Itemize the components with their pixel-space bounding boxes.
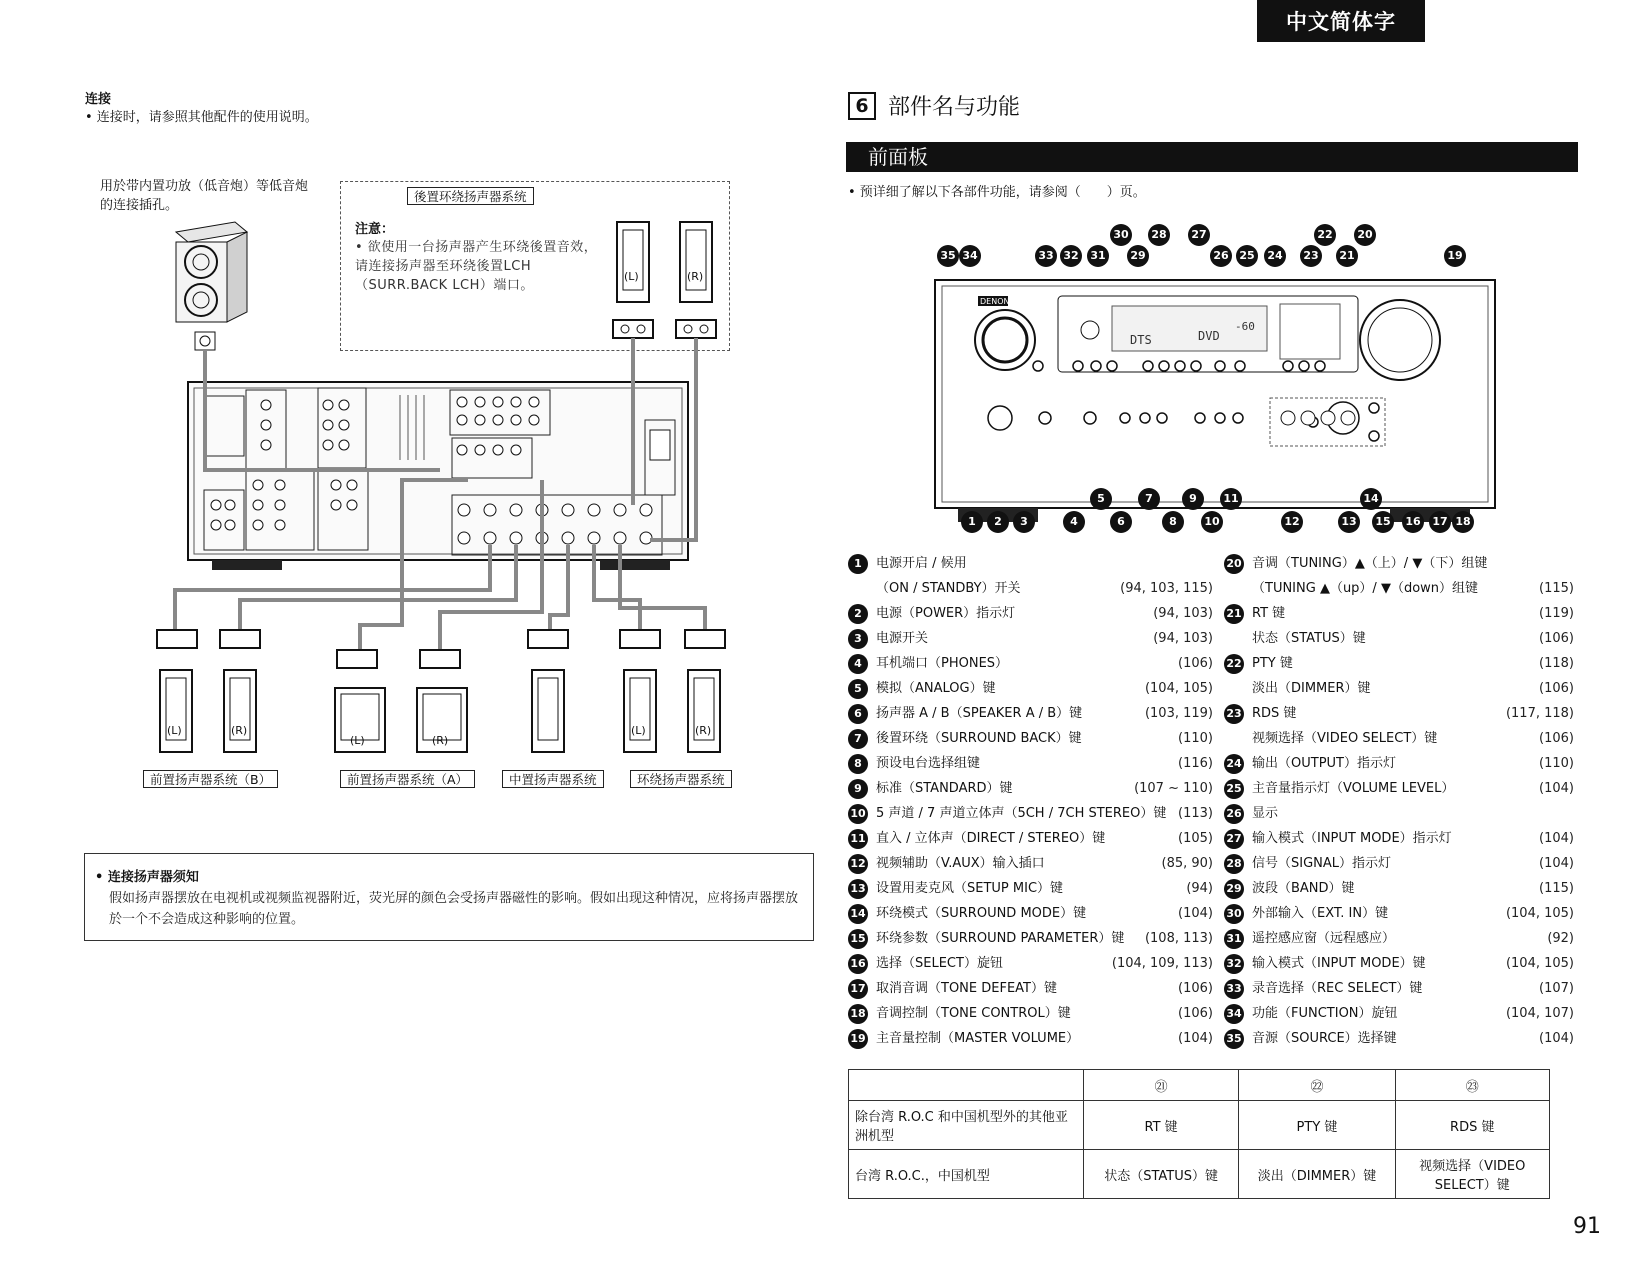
front-a-group-label: 前置扬声器系统（A）	[340, 770, 475, 788]
front-a-left-label: (L)	[350, 734, 365, 747]
item-number-icon: 5	[848, 679, 868, 699]
item-text: 扬声器 A / B（SPEAKER A / B）键	[876, 706, 1083, 721]
item-pages: (107 ~ 110)	[1134, 781, 1213, 796]
receiver-rear-icon	[188, 382, 688, 570]
item-text: 环绕参数（SURROUND PARAMETER）键	[876, 931, 1125, 946]
list-item	[1224, 879, 1574, 899]
table-cell: RT 键	[1083, 1101, 1239, 1150]
item-text: 功能（FUNCTION）旋钮	[1252, 1006, 1398, 1021]
surround-back-note-title: 注意：	[355, 222, 395, 237]
intro-text: • 预详细了解以下各部件功能，请参阅（ ）页。	[848, 185, 1146, 200]
item-number-icon: 30	[1224, 904, 1244, 924]
list-item	[848, 779, 1213, 799]
item-pages: (119)	[1539, 606, 1574, 621]
list-item	[848, 879, 1213, 899]
item-number-icon: 17	[848, 979, 868, 999]
item-number-icon: 2	[848, 604, 868, 624]
front-a-right-label: (R)	[432, 734, 449, 747]
table-header-cell	[849, 1070, 1084, 1101]
item-text: 设置用麦克风（SETUP MIC）键	[876, 881, 1064, 896]
item-number-icon: 7	[848, 729, 868, 749]
item-number-icon: 3	[848, 629, 868, 649]
item-number-icon: 35	[1224, 1029, 1244, 1049]
item-text: 信号（SIGNAL）指示灯	[1252, 856, 1392, 871]
item-number-icon: 12	[848, 854, 868, 874]
item-pages: (118)	[1539, 656, 1574, 671]
item-text: 视频辅助（V.AUX）输入插口	[876, 856, 1045, 871]
item-number-icon: 23	[1224, 704, 1244, 724]
subsection-bar: 前面板	[846, 142, 1578, 172]
item-pages: (94, 103)	[1153, 606, 1213, 621]
list-item	[1224, 554, 1574, 574]
list-item	[848, 729, 1213, 749]
item-text: （ON / STANDBY）开关	[876, 581, 1021, 596]
item-pages: (104)	[1539, 1031, 1574, 1046]
brand-logo: DENON	[980, 297, 1010, 306]
item-number-icon: 26	[1224, 804, 1244, 824]
item-pages: (104)	[1539, 781, 1574, 796]
list-item	[1224, 954, 1574, 974]
table-header-cell: ㉒	[1239, 1070, 1395, 1101]
front-b-right-label: (R)	[231, 724, 248, 737]
speaker-notice-box	[84, 853, 814, 941]
list-item	[848, 579, 1213, 599]
item-text: 波段（BAND）键	[1252, 881, 1355, 896]
item-number-icon: 9	[848, 779, 868, 799]
item-number-icon: 13	[848, 879, 868, 899]
callout-11: 11	[1220, 488, 1242, 510]
item-number-icon: 25	[1224, 779, 1244, 799]
model-table	[848, 1069, 1550, 1199]
center-group-label: 中置扬声器系统	[502, 770, 604, 788]
item-text: 电源（POWER）指示灯	[876, 606, 1016, 621]
item-text: 音调（TUNING）▲（上）/ ▼（下）组键	[1252, 556, 1488, 571]
callout-3: 3	[1013, 511, 1035, 533]
item-text: 耳机端口（PHONES）	[876, 656, 1009, 671]
item-number-icon: 16	[848, 954, 868, 974]
list-item	[848, 804, 1213, 824]
item-text: RT 键	[1252, 606, 1286, 621]
item-pages: (110)	[1178, 731, 1213, 746]
list-item	[848, 1029, 1213, 1049]
list-item	[848, 679, 1213, 699]
item-text: 录音选择（REC SELECT）键	[1252, 981, 1423, 996]
list-item	[1224, 604, 1574, 624]
list-item	[1224, 804, 1574, 824]
table-cell: PTY 键	[1239, 1101, 1395, 1150]
item-pages: (92)	[1547, 931, 1574, 946]
list-item	[848, 979, 1213, 999]
callout-34: 34	[959, 245, 981, 267]
item-number-icon: 8	[848, 754, 868, 774]
front-b-left-label: (L)	[167, 724, 182, 737]
item-pages: (105)	[1178, 831, 1213, 846]
table-cell: RDS 键	[1395, 1101, 1549, 1150]
callout-19: 19	[1444, 245, 1466, 267]
callout-8: 8	[1162, 511, 1184, 533]
item-pages: (110)	[1539, 756, 1574, 771]
surround-back-title: 後置环绕扬声器系统	[407, 187, 534, 205]
item-number-icon: 14	[848, 904, 868, 924]
table-cell: 状态（STATUS）键	[1083, 1150, 1239, 1199]
item-pages: (106)	[1178, 981, 1213, 996]
callout-10: 10	[1201, 511, 1223, 533]
item-number-icon: 32	[1224, 954, 1244, 974]
item-text: 环绕模式（SURROUND MODE）键	[876, 906, 1087, 921]
connection-title: 连接	[85, 92, 112, 107]
list-item	[848, 829, 1213, 849]
language-tab: 中文简体字	[1257, 0, 1425, 42]
item-text: RDS 键	[1252, 706, 1297, 721]
subwoofer-note: 用於带内置功放（低音炮）等低音炮的连接插孔。	[100, 179, 309, 213]
item-text: 预设电台选择组键	[876, 756, 981, 771]
item-pages: (94)	[1186, 881, 1213, 896]
item-number-icon: 28	[1224, 854, 1244, 874]
item-text: 状态（STATUS）键	[1252, 631, 1366, 646]
list-item	[1224, 654, 1574, 674]
item-pages: (104)	[1539, 856, 1574, 871]
item-text: 遥控感应窗（远程感应）	[1252, 931, 1396, 946]
item-pages: (104, 107)	[1505, 1006, 1574, 1021]
section-title: 部件名与功能	[888, 95, 1021, 120]
table-header-row	[849, 1070, 1550, 1101]
item-pages: (106)	[1539, 731, 1574, 746]
item-text: （TUNING ▲（up）/ ▼（down）组键	[1252, 581, 1479, 596]
list-item	[848, 629, 1213, 649]
surround-back-note-text: • 欲使用一台扬声器产生环绕後置音效，请连接扬声器至环绕後置LCH（SURR.BACK LCH）端口。	[355, 240, 598, 293]
list-item	[1224, 579, 1574, 599]
item-pages: (104, 105)	[1505, 956, 1574, 971]
item-pages: (106)	[1178, 1006, 1213, 1021]
surround-group-label: 环绕扬声器系统	[630, 770, 732, 788]
callout-25: 25	[1236, 245, 1258, 267]
item-number-icon: 22	[1224, 654, 1244, 674]
item-pages: (116)	[1178, 756, 1213, 771]
item-text: 取消音调（TONE DEFEAT）键	[876, 981, 1057, 996]
table-cell: 视频选择（VIDEO SELECT）键	[1395, 1150, 1549, 1199]
callout-4: 4	[1063, 511, 1085, 533]
callout-2: 2	[987, 511, 1009, 533]
list-item	[848, 704, 1213, 724]
callout-13: 13	[1338, 511, 1360, 533]
item-number-icon: 18	[848, 1004, 868, 1024]
list-item	[848, 954, 1213, 974]
surround-right-label: (R)	[695, 724, 712, 737]
item-pages: (117, 118)	[1505, 706, 1574, 721]
list-item	[1224, 704, 1574, 724]
front-panel-diagram	[930, 222, 1510, 540]
item-pages: (104)	[1539, 831, 1574, 846]
item-text: 音源（SOURCE）选择键	[1252, 1031, 1397, 1046]
callout-30: 30	[1110, 224, 1132, 246]
item-number-icon: 10	[848, 804, 868, 824]
item-text: 输出（OUTPUT）指示灯	[1252, 756, 1396, 771]
callout-31: 31	[1087, 245, 1109, 267]
callout-1: 1	[961, 511, 983, 533]
item-pages: (104, 105)	[1144, 681, 1213, 696]
list-item	[1224, 1004, 1574, 1024]
item-pages: (108, 113)	[1144, 931, 1213, 946]
section-number: 6	[848, 92, 876, 120]
item-number-icon: 31	[1224, 929, 1244, 949]
item-text: 输入模式（INPUT MODE）键	[1252, 956, 1426, 971]
display-dts: DTS	[1130, 333, 1152, 347]
item-number-icon: 20	[1224, 554, 1244, 574]
item-number-icon: 4	[848, 654, 868, 674]
speaker-notice-title: • 连接扬声器须知	[95, 870, 199, 885]
item-pages: (113)	[1178, 806, 1213, 821]
callout-35: 35	[937, 245, 959, 267]
list-item	[1224, 929, 1574, 949]
surround-back-left-label: (L)	[624, 270, 639, 283]
item-text: 主音量指示灯（VOLUME LEVEL）	[1252, 781, 1455, 796]
item-pages: (103, 119)	[1144, 706, 1213, 721]
list-item	[1224, 854, 1574, 874]
item-text: 模拟（ANALOG）键	[876, 681, 996, 696]
list-item	[1224, 779, 1574, 799]
item-pages: (104)	[1178, 1031, 1213, 1046]
callout-5: 5	[1090, 488, 1112, 510]
table-cell: 淡出（DIMMER）键	[1239, 1150, 1395, 1199]
item-pages: (106)	[1178, 656, 1213, 671]
list-item	[1224, 629, 1574, 649]
item-number-icon: 15	[848, 929, 868, 949]
callout-27: 27	[1188, 224, 1210, 246]
item-number-icon: 29	[1224, 879, 1244, 899]
item-number-icon: 19	[848, 1029, 868, 1049]
list-item	[848, 854, 1213, 874]
item-pages: (115)	[1539, 581, 1574, 596]
callout-26: 26	[1210, 245, 1232, 267]
item-text: 5 声道 / 7 声道立体声（5CH / 7CH STEREO）键	[876, 806, 1167, 821]
item-number-icon: 34	[1224, 1004, 1244, 1024]
item-pages: (94, 103)	[1153, 631, 1213, 646]
list-item	[1224, 904, 1574, 924]
callout-15: 15	[1372, 511, 1394, 533]
surround-back-right-label: (R)	[687, 270, 704, 283]
item-number-icon: 27	[1224, 829, 1244, 849]
item-pages: (106)	[1539, 681, 1574, 696]
callout-17: 17	[1429, 511, 1451, 533]
front-b-group-label: 前置扬声器系统（B）	[143, 770, 278, 788]
list-item	[848, 904, 1213, 924]
item-pages: (107)	[1539, 981, 1574, 996]
table-row	[849, 1150, 1550, 1199]
item-number-icon: 21	[1224, 604, 1244, 624]
callout-18: 18	[1452, 511, 1474, 533]
table-row	[849, 1101, 1550, 1150]
subwoofer-icon	[176, 222, 247, 350]
item-text: 显示	[1252, 806, 1279, 821]
list-item	[1224, 979, 1574, 999]
surround-left-label: (L)	[631, 724, 646, 737]
connection-diagram	[0, 0, 820, 800]
item-text: 主音量控制（MASTER VOLUME）	[876, 1031, 1080, 1046]
item-text: 电源开关	[876, 631, 929, 646]
table-header-cell: ㉓	[1395, 1070, 1549, 1101]
list-item	[848, 554, 1213, 574]
table-header-cell: ㉑	[1083, 1070, 1239, 1101]
display-volume: -60	[1235, 320, 1255, 333]
item-number-icon: 6	[848, 704, 868, 724]
item-number-icon: 24	[1224, 754, 1244, 774]
callout-9: 9	[1182, 488, 1204, 510]
callout-16: 16	[1402, 511, 1424, 533]
item-pages: (106)	[1539, 631, 1574, 646]
item-text: 音调控制（TONE CONTROL）键	[876, 1006, 1071, 1021]
item-pages: (104, 109, 113)	[1111, 956, 1213, 971]
item-text: 电源开启 / 候用	[876, 556, 967, 571]
callout-21: 21	[1336, 245, 1358, 267]
list-item	[1224, 1029, 1574, 1049]
connection-note: • 连接时，请参照其他配件的使用说明。	[85, 110, 318, 125]
callout-29: 29	[1127, 245, 1149, 267]
callout-20: 20	[1354, 224, 1376, 246]
section-heading	[848, 90, 1020, 121]
item-text: 视频选择（VIDEO SELECT）键	[1252, 731, 1438, 746]
item-pages: (94, 103, 115)	[1120, 581, 1213, 596]
speaker-notice-text: 假如扬声器摆放在电视机或视频监视器附近，荧光屏的颜色会受扬声器磁性的影响。假如出现这种情况，应将扬声器摆放於一个不会造成这种影响的位置。	[109, 891, 799, 927]
list-item	[1224, 829, 1574, 849]
list-item	[1224, 679, 1574, 699]
callout-6: 6	[1110, 511, 1132, 533]
list-item	[848, 929, 1213, 949]
item-text: 直入 / 立体声（DIRECT / STEREO）键	[876, 831, 1106, 846]
callout-12: 12	[1281, 511, 1303, 533]
item-pages: (104)	[1178, 906, 1213, 921]
list-item	[1224, 754, 1574, 774]
item-pages: (85, 90)	[1161, 856, 1213, 871]
item-text: 输入模式（INPUT MODE）指示灯	[1252, 831, 1452, 846]
item-text: 选择（SELECT）旋钮	[876, 956, 1003, 971]
list-item	[848, 1004, 1213, 1024]
list-item	[848, 754, 1213, 774]
callout-32: 32	[1060, 245, 1082, 267]
callout-7: 7	[1138, 488, 1160, 510]
callout-14: 14	[1360, 488, 1382, 510]
callout-23: 23	[1300, 245, 1322, 267]
item-text: 後置环绕（SURROUND BACK）键	[876, 731, 1082, 746]
item-number-icon: 33	[1224, 979, 1244, 999]
item-pages: (115)	[1539, 881, 1574, 896]
table-cell: 除台湾 R.O.C 和中国机型外的其他亚洲机型	[849, 1101, 1084, 1150]
list-item	[848, 654, 1213, 674]
callout-22: 22	[1314, 224, 1336, 246]
item-number-icon: 11	[848, 829, 868, 849]
list-item	[1224, 729, 1574, 749]
item-text: 淡出（DIMMER）键	[1252, 681, 1371, 696]
item-text: PTY 键	[1252, 656, 1293, 671]
item-text: 标准（STANDARD）键	[876, 781, 1013, 796]
item-pages: (104, 105)	[1505, 906, 1574, 921]
item-text: 外部输入（EXT. IN）键	[1252, 906, 1389, 921]
item-number-icon: 1	[848, 554, 868, 574]
page-number: 91	[1573, 1214, 1601, 1239]
list-item	[848, 604, 1213, 624]
display-dvd: DVD	[1198, 329, 1220, 343]
table-cell: 台湾 R.O.C.，中国机型	[849, 1150, 1084, 1199]
callout-24: 24	[1264, 245, 1286, 267]
callout-28: 28	[1148, 224, 1170, 246]
callout-33: 33	[1035, 245, 1057, 267]
